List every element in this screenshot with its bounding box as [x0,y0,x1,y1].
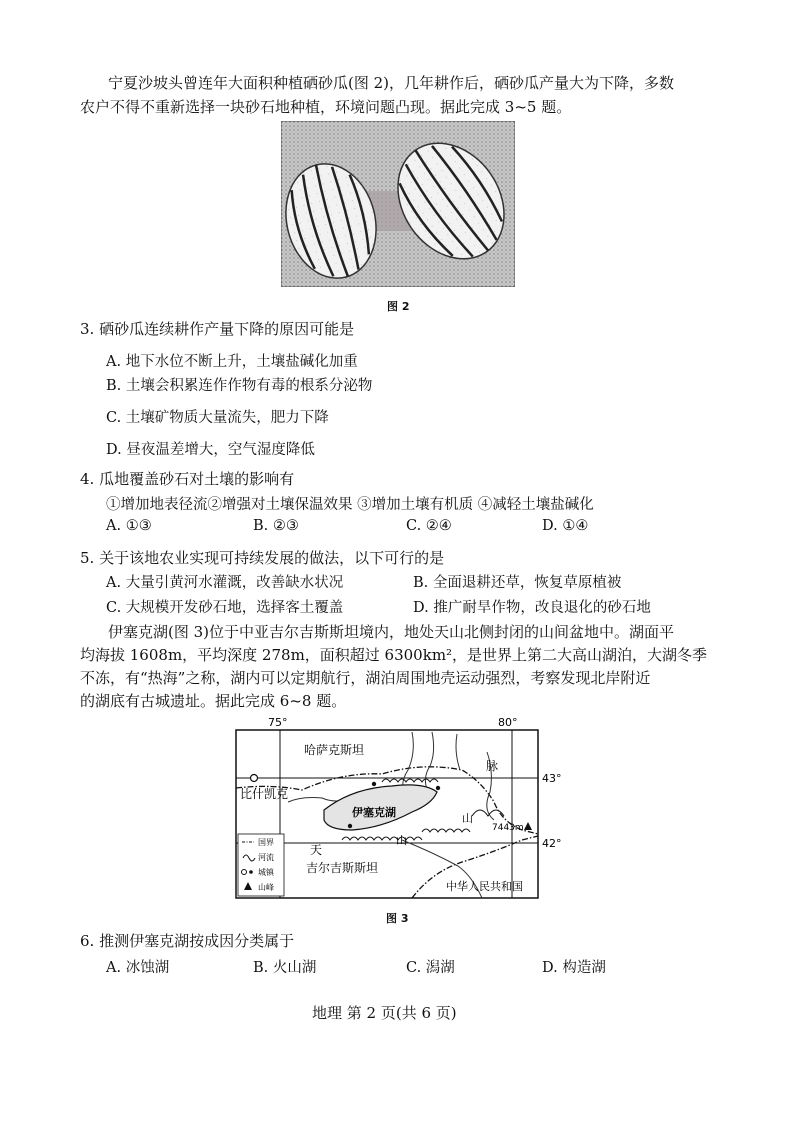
bishkek-label: 比什凯克 [240,787,289,801]
q4-option-b: B. ②③ [253,518,299,534]
figure-3-issyk-kul-map [232,712,572,902]
q3-option-c: C. 土壤矿物质大量流失，肥力下降 [106,410,329,426]
legend-peak-label: 山峰 [258,883,274,892]
kyrgyzstan-label: 吉尔吉斯斯坦 [306,861,379,875]
lon-80-label: 80° [498,716,518,729]
intro1-line1: 宁夏沙坡头曾连年大面积种植硒砂瓜(图 2)，几年耕作后，硒砂瓜产量大为下降，多数 [108,74,675,92]
q5-option-b: B. 全面退耕还草，恢复草原植被 [413,575,622,591]
q4-statements: ①增加地表径流②增强对土壤保温效果 ③增加土壤有机质 ④减轻土壤盐碱化 [106,497,594,513]
legend-town-label: 城镇 [258,868,274,877]
figure-3-caption: 图 3 [386,912,409,925]
q6-option-d: D. 构造湖 [542,960,606,976]
q4-stem: 4. 瓜地覆盖砂石对土壤的影响有 [80,470,295,488]
lat-43-label: 43° [542,772,562,785]
q6-option-a: A. 冰蚀湖 [106,960,170,976]
town-east-icon [436,786,440,790]
q4-option-d: D. ①④ [542,518,589,534]
legend-city-icon [242,870,247,875]
intro2-line3: 不冻，有“热海”之称，湖内可以定期航行，湖泊周围地壳运动强烈，考察发现北岸附近 [80,669,651,687]
q3-option-a: A. 地下水位不断上升，土壤盐碱化加重 [106,354,358,370]
q5-option-a: A. 大量引黄河水灌溉，改善缺水状况 [106,575,344,591]
shan-label-north: 山 [462,812,473,825]
page-footer: 地理 第 2 页(共 6 页) [312,1004,457,1022]
town-south-icon [348,824,352,828]
legend-border-label: 国界 [258,838,274,847]
q3-stem: 3. 硒砂瓜连续耕作产量下降的原因可能是 [80,320,355,338]
kazakhstan-label: 哈萨克斯坦 [304,743,365,757]
q4-option-a: A. ①③ [106,518,152,534]
q5-option-c: C. 大规模开发砂石地，选择客土覆盖 [106,600,344,616]
q5-stem: 5. 关于该地农业实现可持续发展的做法，以下可行的是 [80,549,445,567]
intro2-line4: 的湖底有古城遗址。据此完成 6~8 题。 [80,692,347,710]
bishkek-city-icon [251,775,258,782]
legend-river-label: 河流 [258,853,274,862]
q4-option-c: C. ②④ [406,518,452,534]
intro2-line1: 伊塞克湖(图 3)位于中亚吉尔吉斯斯坦境内，地处天山北侧封闭的山间盆地中。湖面平 [108,623,675,641]
lon-75-label: 75° [268,716,288,729]
mai-label: 脉 [486,759,499,773]
legend-town-icon [249,870,253,874]
town-north-icon [372,782,376,786]
q3-option-b: B. 土壤会积累连作作物有毒的根系分泌物 [106,378,373,394]
q6-option-c: C. 潟湖 [406,960,455,976]
peak-elevation-label: 7443m [492,823,524,833]
q6-option-b: B. 火山湖 [253,960,317,976]
china-label: 中华人民共和国 [446,880,523,893]
q3-option-d: D. 昼夜温差增大，空气湿度降低 [106,442,315,458]
shan-label-south: 山 [396,834,407,847]
lake-label: 伊塞克湖 [352,806,396,819]
figure-2-watermelon-photo [281,121,515,287]
tian-label: 天 [310,843,323,857]
map-legend [238,834,284,896]
q6-stem: 6. 推测伊塞克湖按成因分类属于 [80,932,295,950]
intro2-line2: 均海拔 1608m，平均深度 278m，面积超过 6300km²，是世界上第二大高山湖泊，大湖冬季 [80,646,708,664]
intro1-line2: 农户不得不重新选择一块砂石地种植，环境问题凸现。据此完成 3~5 题。 [80,98,572,116]
lat-42-label: 42° [542,837,562,850]
figure-2-caption: 图 2 [387,300,410,313]
q5-option-d: D. 推广耐旱作物，改良退化的砂石地 [413,600,651,616]
